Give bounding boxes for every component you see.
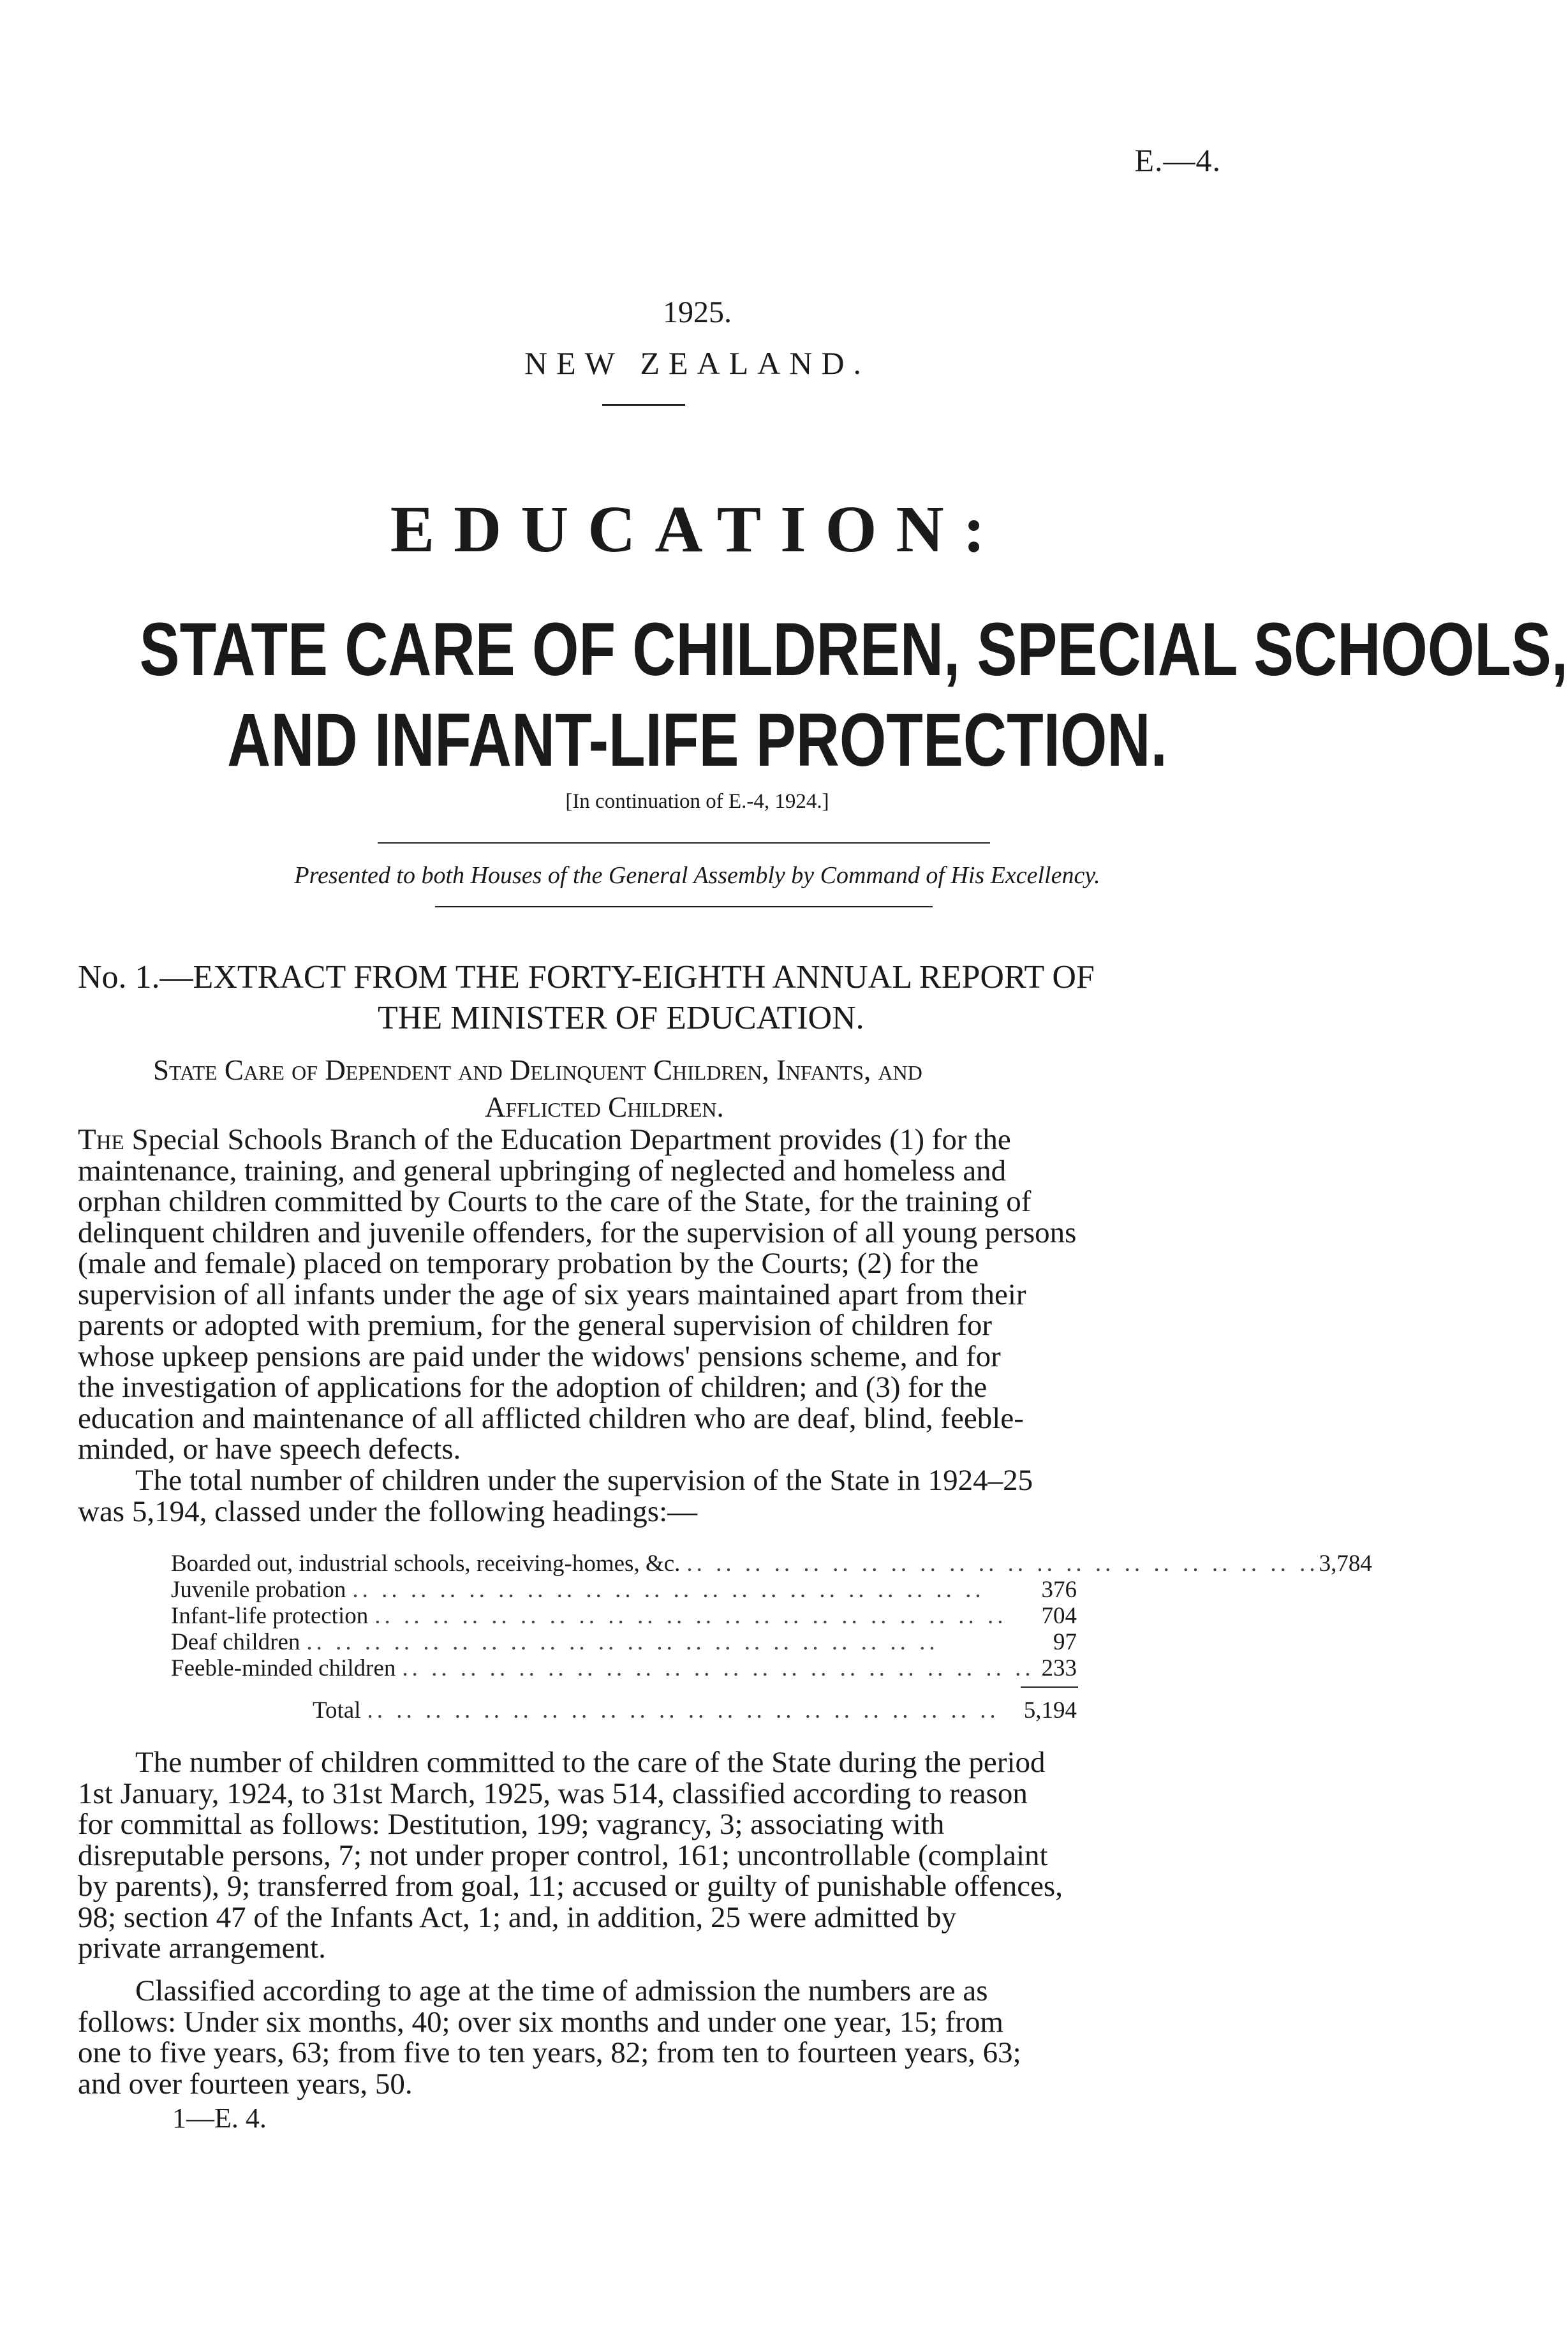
paragraph-line: The total number of children under the supervision of the State in 1924–25	[135, 1464, 1033, 1497]
paragraph-line: maintenance, training, and general upbringing of neglected and homeless and	[78, 1154, 1007, 1187]
paragraph-line: delinquent children and juvenile offenders, for the supervision of all young persons	[78, 1216, 1077, 1249]
paragraph-line: supervision of all infants under the age of six years maintained apart from their	[78, 1277, 1026, 1311]
paragraph-line: education and maintenance of all afflicted children who are deaf, blind, feeble-	[78, 1401, 1024, 1435]
section-subheading	[153, 1052, 1167, 1126]
section-heading-line-1: No. 1.—EXTRACT FROM THE FORTY-EIGHTH ANNUAL REPORT OF	[78, 959, 1095, 995]
row-label: Feeble-minded children	[171, 1655, 396, 1681]
paragraph-line: orphan children committed by Courts to the care of the State, for the training of	[78, 1185, 1032, 1218]
row-value: 97	[1053, 1629, 1077, 1655]
dot-leader: .. .. .. .. .. .. .. .. .. .. .. .. .. .. .. .. .. .. .. .. .. ..	[374, 1603, 1007, 1629]
paragraph-line: for committal as follows: Destitution, 199; vagrancy, 3; associating with	[78, 1808, 945, 1841]
paragraph-line: 1st January, 1924, to 31st March, 1925, was 514, classified according to reason	[78, 1776, 1028, 1810]
row-value: 376	[1041, 1577, 1077, 1603]
paragraph-line: Special Schools Branch of the Education Department provides (1) for the	[124, 1123, 1011, 1156]
dot-leader: .. .. .. .. .. .. .. .. .. .. .. .. .. .. .. .. .. .. .. .. .. ..	[367, 1697, 1000, 1723]
dot-leader: .. .. .. .. .. .. .. .. .. .. .. .. .. .. .. .. .. .. .. .. .. ..	[402, 1655, 1035, 1681]
paragraph-age-classification	[78, 1976, 1164, 2099]
paragraph-line: one to five years, 63; from five to ten years, 82; from ten to fourteen years, 63;	[78, 2036, 1021, 2069]
paragraph-line: was 5,194, classed under the following headings:—	[78, 1494, 698, 1528]
paragraph-line: the investigation of applications for the adoption of children; and (3) for the	[78, 1371, 987, 1404]
row-value: 233	[1041, 1655, 1077, 1681]
paragraph-line: The number of children committed to the care of the State during the period	[135, 1746, 1046, 1779]
total-label: Total	[313, 1697, 361, 1723]
paragraph-line: (male and female) placed on temporary probation by the Courts; (2) for the	[78, 1247, 979, 1280]
total-row	[171, 1697, 1077, 1723]
paragraph-line: parents or adopted with premium, for the general supervision of children for	[78, 1309, 993, 1342]
paragraph-line: whose upkeep pensions are paid under the widows' pensions scheme, and for	[78, 1339, 1001, 1373]
paragraph-committals	[78, 1747, 1164, 1964]
total-rule	[1021, 1686, 1078, 1688]
dot-leader: .. .. .. .. .. .. .. .. .. .. .. .. .. .. .. .. .. .. .. .. .. ..	[686, 1551, 1319, 1577]
paragraph-line: Classified according to age at the time of admission the numbers are as	[135, 1974, 988, 2007]
paragraph-line: 98; section 47 of the Infants Act, 1; and, in addition, 25 were admitted by	[78, 1900, 957, 1934]
report-title-line-2: AND INFANT-LIFE PROTECTION.	[227, 698, 1167, 782]
subheading-line-1: State Care of Dependent and Delinquent Children, Infants, and	[153, 1054, 922, 1086]
country-heading: NEW ZEALAND.	[524, 345, 870, 381]
subheading-line-2: Afflicted Children.	[485, 1091, 724, 1123]
divider-rule	[602, 404, 685, 406]
paragraph-total-children	[78, 1465, 1164, 1527]
paragraph-line: and over fourteen years, 50.	[78, 2067, 413, 2101]
children-statistics-table	[171, 1551, 1372, 1681]
row-label: Boarded out, industrial schools, receiving-homes, &c.	[171, 1551, 681, 1577]
row-value: 704	[1041, 1603, 1077, 1629]
continuation-note: [In continuation of E.-4, 1924.]	[565, 790, 829, 813]
row-label: Infant-life protection	[171, 1603, 369, 1629]
paragraph-line: follows: Under six months, 40; over six months and under one year, 15; from	[78, 2005, 1003, 2039]
education-heading: EDUCATION:	[390, 493, 1005, 566]
row-label: Deaf children	[171, 1629, 300, 1655]
table-row	[171, 1629, 1077, 1655]
presentation-statement: Presented to both Houses of the General Assembly by Command of His Excellency.	[294, 862, 1100, 889]
section-heading	[78, 957, 1181, 1039]
dot-leader: .. .. .. .. .. .. .. .. .. .. .. .. .. .. .. .. .. .. .. .. .. ..	[306, 1629, 939, 1655]
paragraph-line: private arrangement.	[78, 1931, 326, 1965]
table-row	[171, 1577, 1077, 1603]
report-year: 1925.	[663, 295, 732, 329]
paragraph-lead-word: The	[78, 1123, 124, 1156]
divider-rule	[378, 842, 990, 844]
row-value: 3,784	[1319, 1551, 1372, 1577]
section-heading-line-2: THE MINISTER OF EDUCATION.	[378, 1000, 864, 1036]
paragraph-line: disreputable persons, 7; not under proper control, 161; uncontrollable (complaint	[78, 1838, 1048, 1872]
table-row	[171, 1603, 1077, 1629]
paragraph-line: by parents), 9; transferred from goal, 11; accused or guilty of punishable offences,	[78, 1870, 1063, 1903]
paragraph-special-schools	[78, 1124, 1164, 1465]
page-signature: 1—E. 4.	[172, 2103, 267, 2134]
divider-rule	[435, 906, 933, 907]
table-row	[171, 1551, 1372, 1577]
table-row	[171, 1655, 1077, 1681]
row-label: Juvenile probation	[171, 1577, 346, 1603]
report-title-line-1: STATE CARE OF CHILDREN, SPECIAL SCHOOLS,	[139, 607, 1568, 692]
paragraph-line: minded, or have speech defects.	[78, 1433, 461, 1466]
total-value: 5,194	[1023, 1697, 1077, 1723]
document-reference: E.—4.	[1134, 142, 1221, 178]
dot-leader: .. .. .. .. .. .. .. .. .. .. .. .. .. .. .. .. .. .. .. .. .. ..	[352, 1577, 985, 1603]
